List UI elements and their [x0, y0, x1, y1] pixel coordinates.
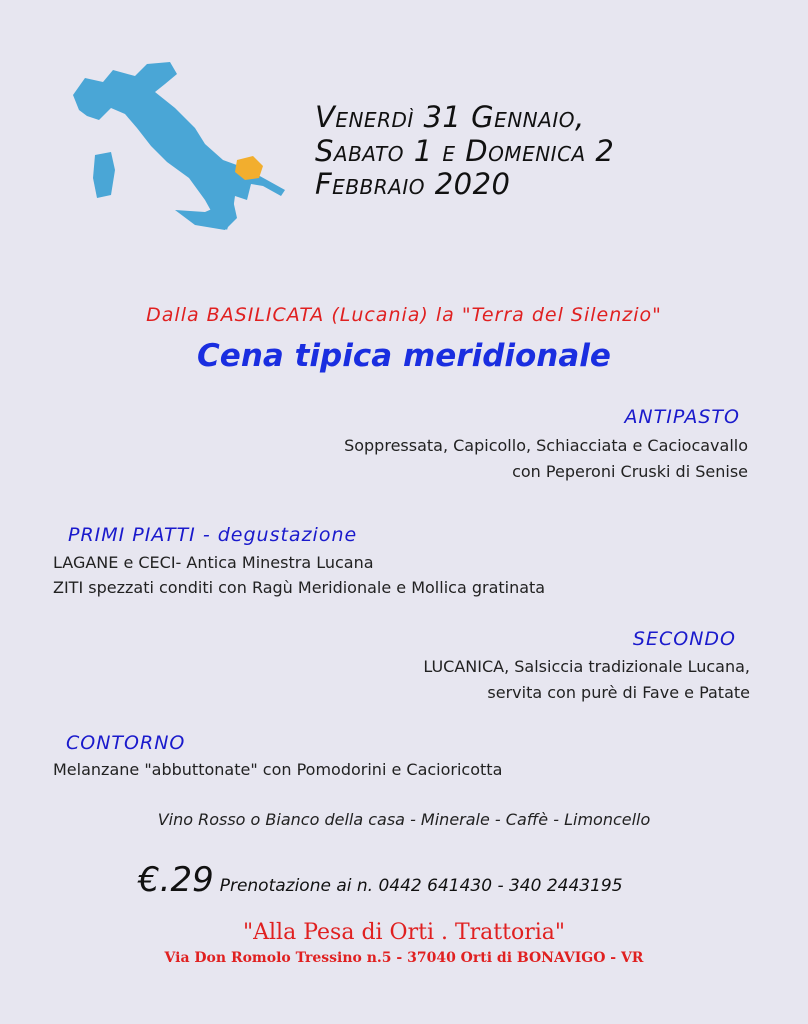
drinks: Vino Rosso o Bianco della casa - Minerale - Caffè - Limoncello [157, 810, 651, 829]
secondo-line: servita con purè di Fave e Patate [487, 683, 750, 702]
antipasto-heading: ANTIPASTO [624, 406, 740, 428]
italy-map [55, 50, 295, 240]
subtitle: Dalla BASILICATA (Lucania) la "Terra del Silenzio" [146, 304, 662, 326]
venue-address: Via Don Romolo Tressino n.5 - 37040 Orti di BONAVIGO - VR [164, 950, 644, 966]
date-line-1: Venerdì 31 Gennaio, [315, 100, 585, 134]
contorno-heading: CONTORNO [66, 732, 186, 754]
date-line-2: Sabato 1 e Domenica 2 [315, 134, 615, 168]
date-line-3: Febbraio 2020 [315, 167, 511, 201]
antipasto-line: Soppressata, Capicollo, Schiacciata e Caciocavallo [344, 436, 748, 455]
primi-heading: PRIMI PIATTI - degustazione [68, 524, 358, 546]
primi-line: ZITI spezzati conditi con Ragù Meridionale e Mollica gratinata [53, 578, 546, 597]
antipasto-line: con Peperoni Cruski di Senise [512, 462, 748, 481]
price-row [138, 860, 623, 900]
contorno-line: Melanzane "abbuttonate" con Pomodorini e Cacioricotta [53, 760, 503, 779]
page-title: Cena tipica meridionale [197, 338, 611, 374]
booking: Prenotazione ai n. 0442 641430 - 340 2443195 [219, 876, 623, 896]
secondo-heading: SECONDO [632, 628, 736, 650]
secondo-line: LUCANICA, Salsiccia tradizionale Lucana, [423, 657, 750, 676]
primi-line: LAGANE e CECI- Antica Minestra Lucana [53, 553, 374, 572]
venue-name: "Alla Pesa di Orti . Trattoria" [243, 920, 565, 945]
price: €.29 [138, 860, 214, 900]
